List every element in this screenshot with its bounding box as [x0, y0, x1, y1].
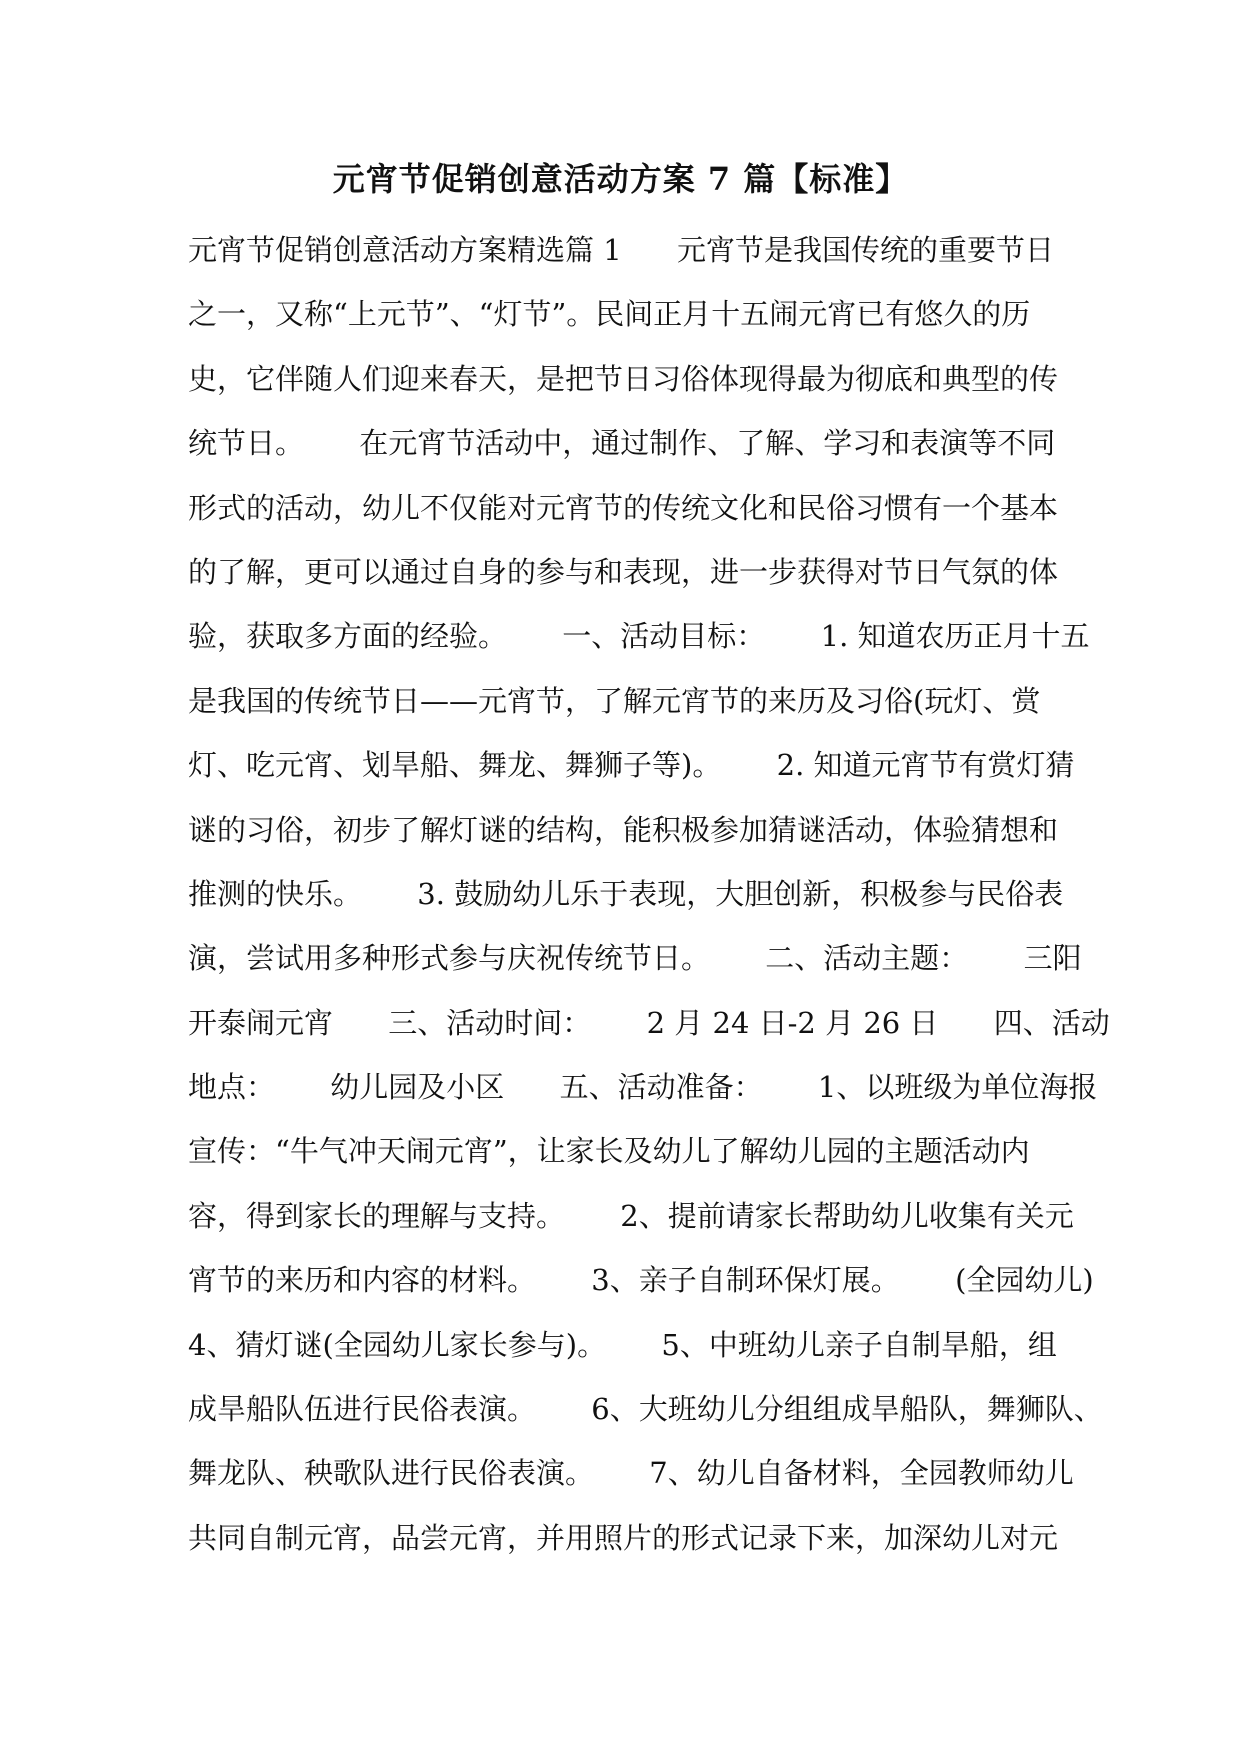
body-line: 的了解，更可以通过自身的参与和表现，进一步获得对节日气氛的体 — [188, 554, 1059, 589]
document-body — [188, 225, 1110, 1577]
body-line: 容，得到家长的理解与支持。 2、提前请家长帮助幼儿收集有关元 — [188, 1198, 1074, 1233]
body-line: 之一，又称“上元节”、“灯节”。民间正月十五闹元宵已有悠久的历 — [188, 297, 1031, 332]
body-line: 元宵节促销创意活动方案精选篇 1 元宵节是我国传统的重要节日 — [188, 233, 1054, 267]
body-line: 形式的活动，幼儿不仅能对元宵节的传统文化和民俗习惯有一个基本 — [188, 490, 1059, 525]
body-line: 地点： 幼儿园及小区 五、活动准备： 1、以班级为单位海报 — [188, 1070, 1098, 1105]
body-line: 演，尝试用多种形式参与庆祝传统节日。 二、活动主题： 三阳 — [188, 941, 1082, 976]
body-line: 是我国的传统节日——元宵节，了解元宵节的来历及习俗(玩灯、赏 — [188, 683, 1041, 718]
body-line: 4、猜灯谜(全园幼儿家长参与)。 5、中班幼儿亲子自制旱船，组 — [188, 1327, 1057, 1362]
body-line: 灯、吃元宵、划旱船、舞龙、舞狮子等)。 2. 知道元宵节有赏灯猜 — [188, 748, 1075, 783]
body-line: 共同自制元宵，品尝元宵，并用照片的形式记录下来，加深幼儿对元 — [188, 1520, 1059, 1555]
body-line: 成旱船队伍进行民俗表演。 6、大班幼儿分组组成旱船队，舞狮队、 — [188, 1392, 1103, 1427]
body-line: 宵节的来历和内容的材料。 3、亲子自制环保灯展。 (全园幼儿) — [188, 1263, 1094, 1298]
body-line: 统节日。 在元宵节活动中，通过制作、了解、学习和表演等不同 — [188, 426, 1056, 461]
body-line: 宣传：“牛气冲天闹元宵”，让家长及幼儿了解幼儿园的主题活动内 — [188, 1134, 1030, 1169]
body-line: 舞龙队、秧歌队进行民俗表演。 7、幼儿自备材料，全园教师幼儿 — [188, 1456, 1074, 1491]
body-line: 史，它伴随人们迎来春天，是把节日习俗体现得最为彻底和典型的传 — [188, 361, 1059, 396]
body-line: 谜的习俗，初步了解灯谜的结构，能积极参加猜谜活动，体验猜想和 — [188, 812, 1059, 847]
body-line: 开泰闹元宵 三、活动时间： 2 月 24 日-2 月 26 日 四、活动 — [188, 1005, 1110, 1040]
body-line: 验，获取多方面的经验。 一、活动目标： 1. 知道农历正月十五 — [188, 619, 1090, 654]
body-line: 推测的快乐。 3. 鼓励幼儿乐于表现，大胆创新，积极参与民俗表 — [188, 876, 1064, 911]
document-title: 元宵节促销创意活动方案 7 篇【标准】 — [332, 160, 909, 198]
